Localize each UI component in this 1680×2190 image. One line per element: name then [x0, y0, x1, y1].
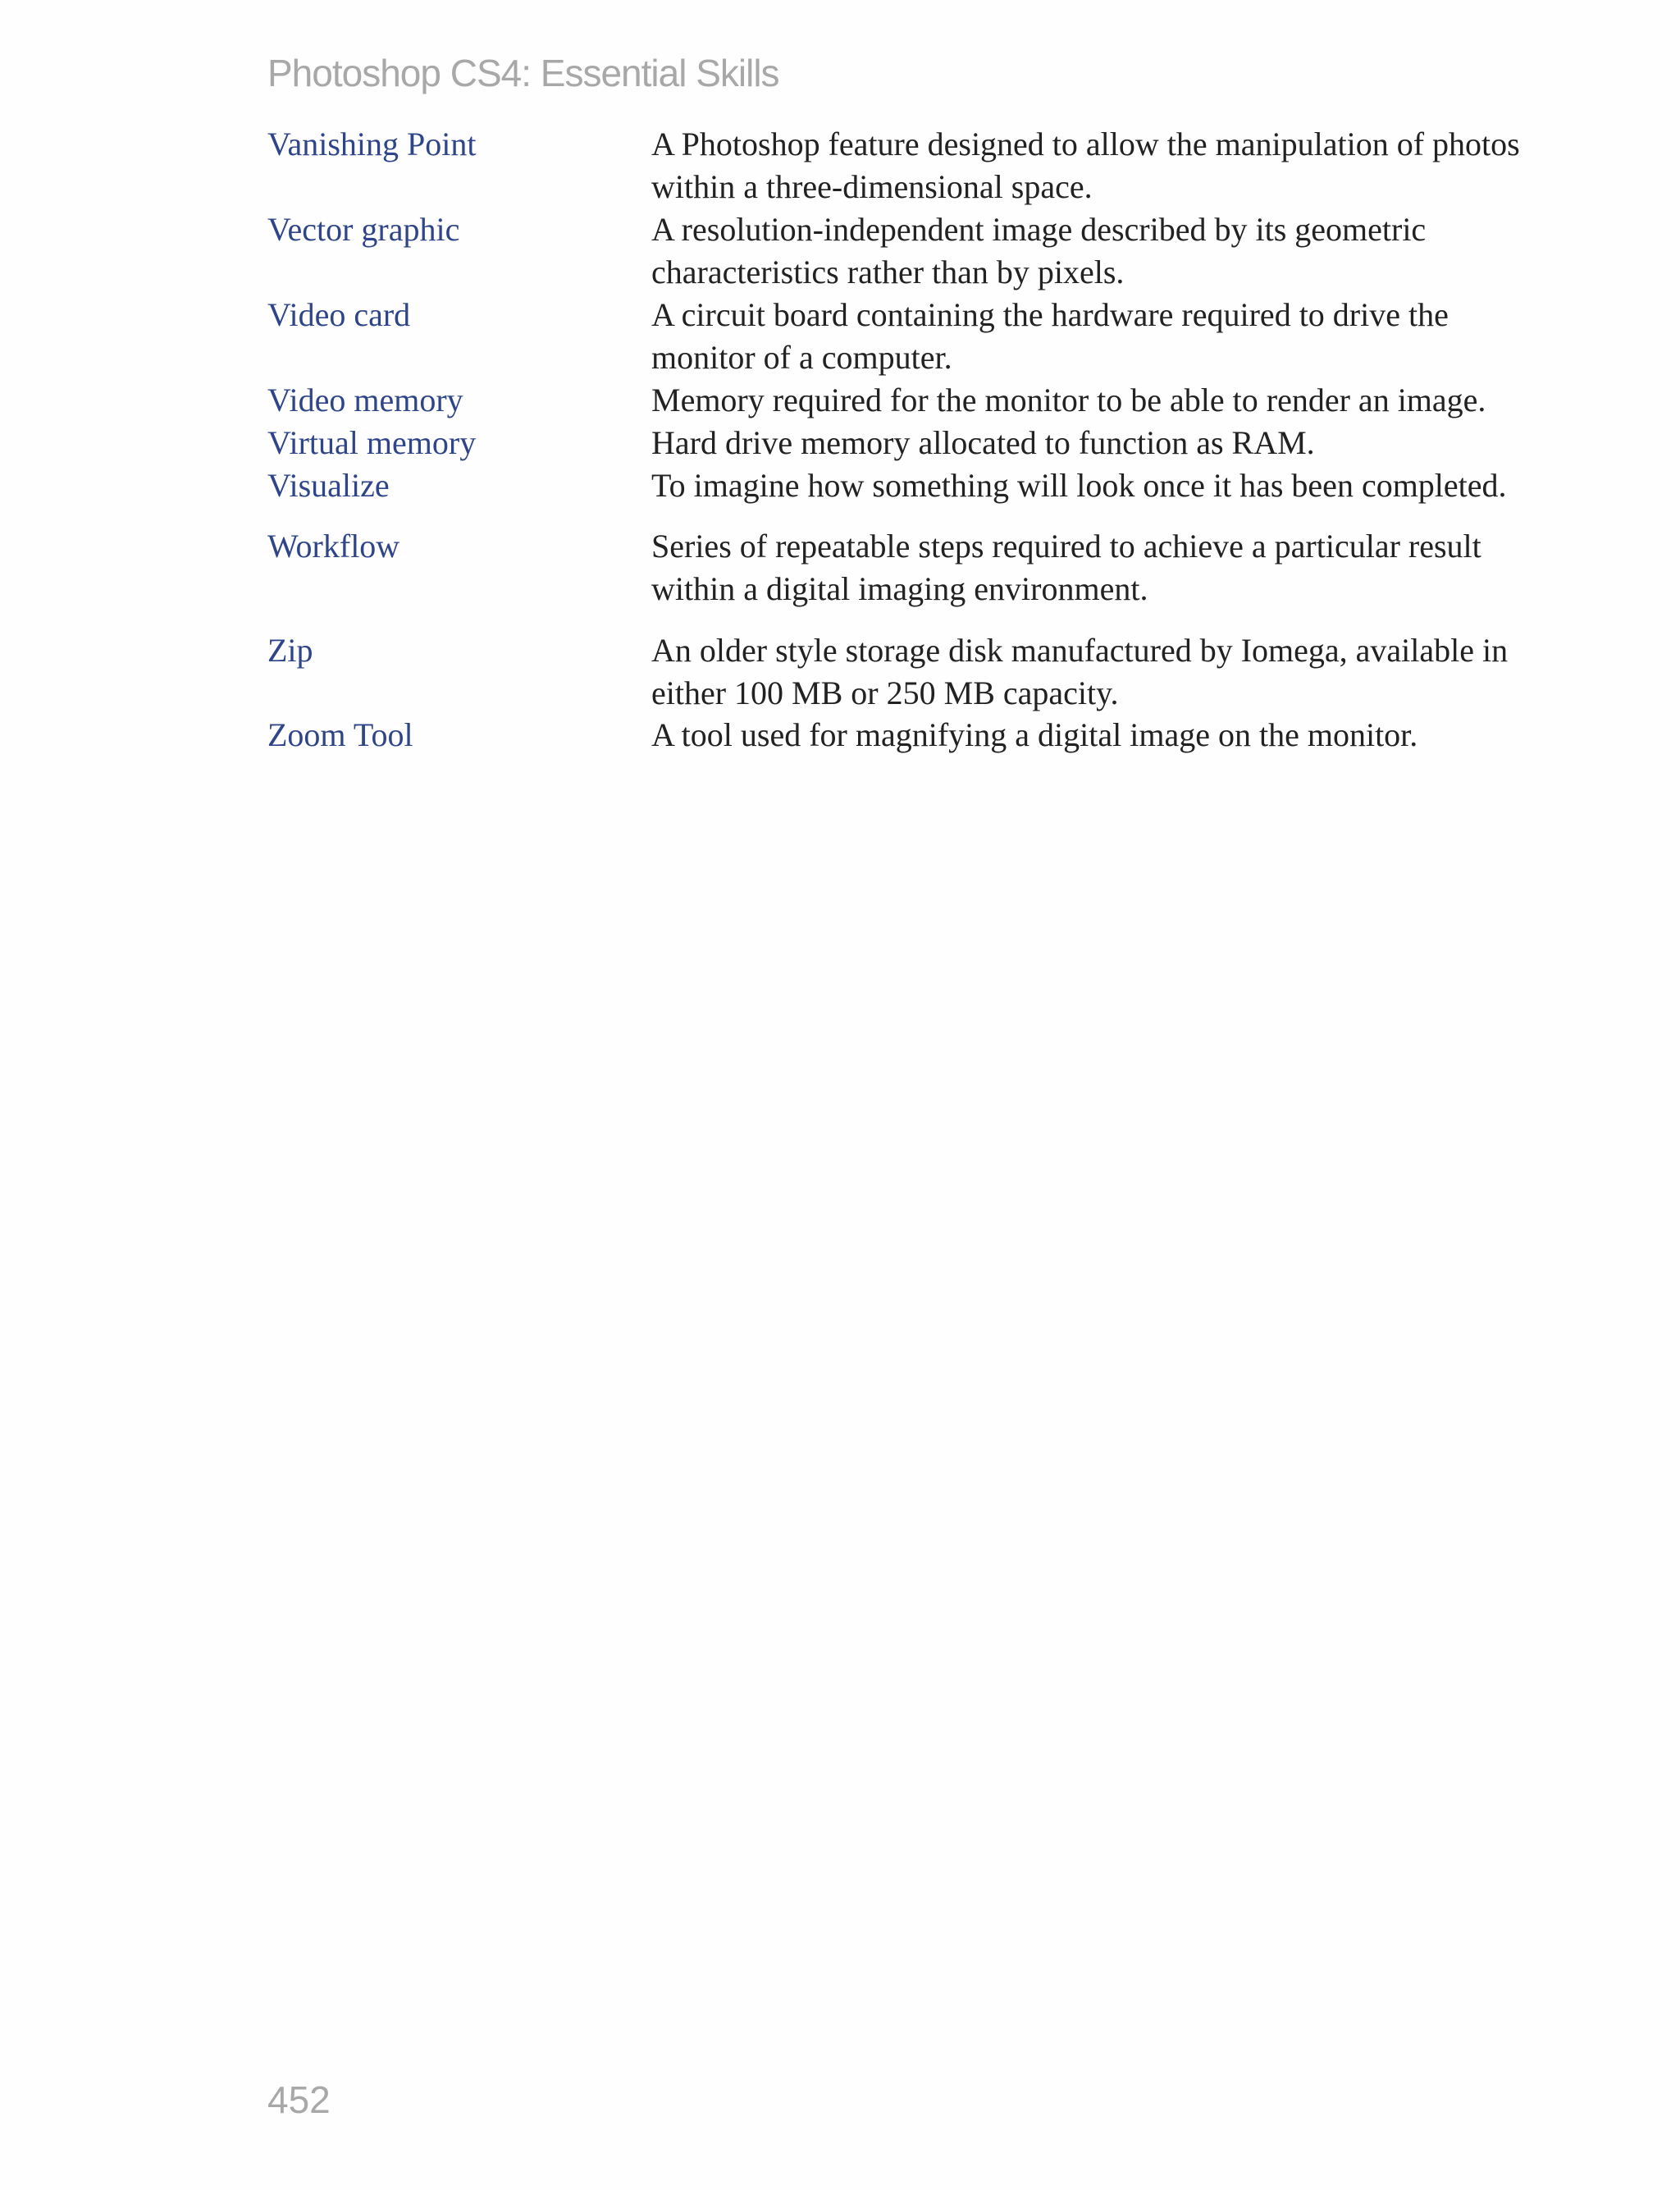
page-number: 452: [267, 2078, 331, 2121]
glossary-definition: A resolution-independent image described by its geometric characteristics rather than by pixels.: [651, 211, 1427, 290]
glossary-term: Virtual memory: [267, 424, 477, 461]
glossary-term: Video memory: [267, 382, 463, 418]
glossary-definition: A tool used for magnifying a digital image on the monitor.: [651, 716, 1418, 753]
glossary-definition: Memory required for the monitor to be able to render an image.: [651, 382, 1486, 418]
glossary-definition: Series of repeatable steps required to achieve a particular result within a digital imaging environment.: [651, 528, 1481, 607]
running-header: Photoshop CS4: Essential Skills: [267, 52, 779, 94]
glossary-term: Video card: [267, 296, 411, 333]
glossary-term: Workflow: [267, 528, 400, 565]
glossary-term: Vanishing Point: [267, 126, 477, 162]
glossary-definition: A circuit board containing the hardware required to drive the monitor of a computer.: [651, 296, 1449, 376]
glossary-definition: A Photoshop feature designed to allow the manipulation of photos within a three-dimensional space.: [651, 126, 1520, 205]
glossary-term: Zip: [267, 632, 313, 669]
glossary-definition: An older style storage disk manufactured by Iomega, available in either 100 MB or 250 MB capacity.: [651, 632, 1509, 711]
glossary-definition: Hard drive memory allocated to function as RAM.: [651, 424, 1315, 461]
glossary-term: Zoom Tool: [267, 716, 413, 753]
glossary-definition: To imagine how something will look once it has been completed.: [651, 467, 1507, 504]
glossary-term: Visualize: [267, 467, 390, 504]
glossary-term: Vector graphic: [267, 211, 460, 248]
